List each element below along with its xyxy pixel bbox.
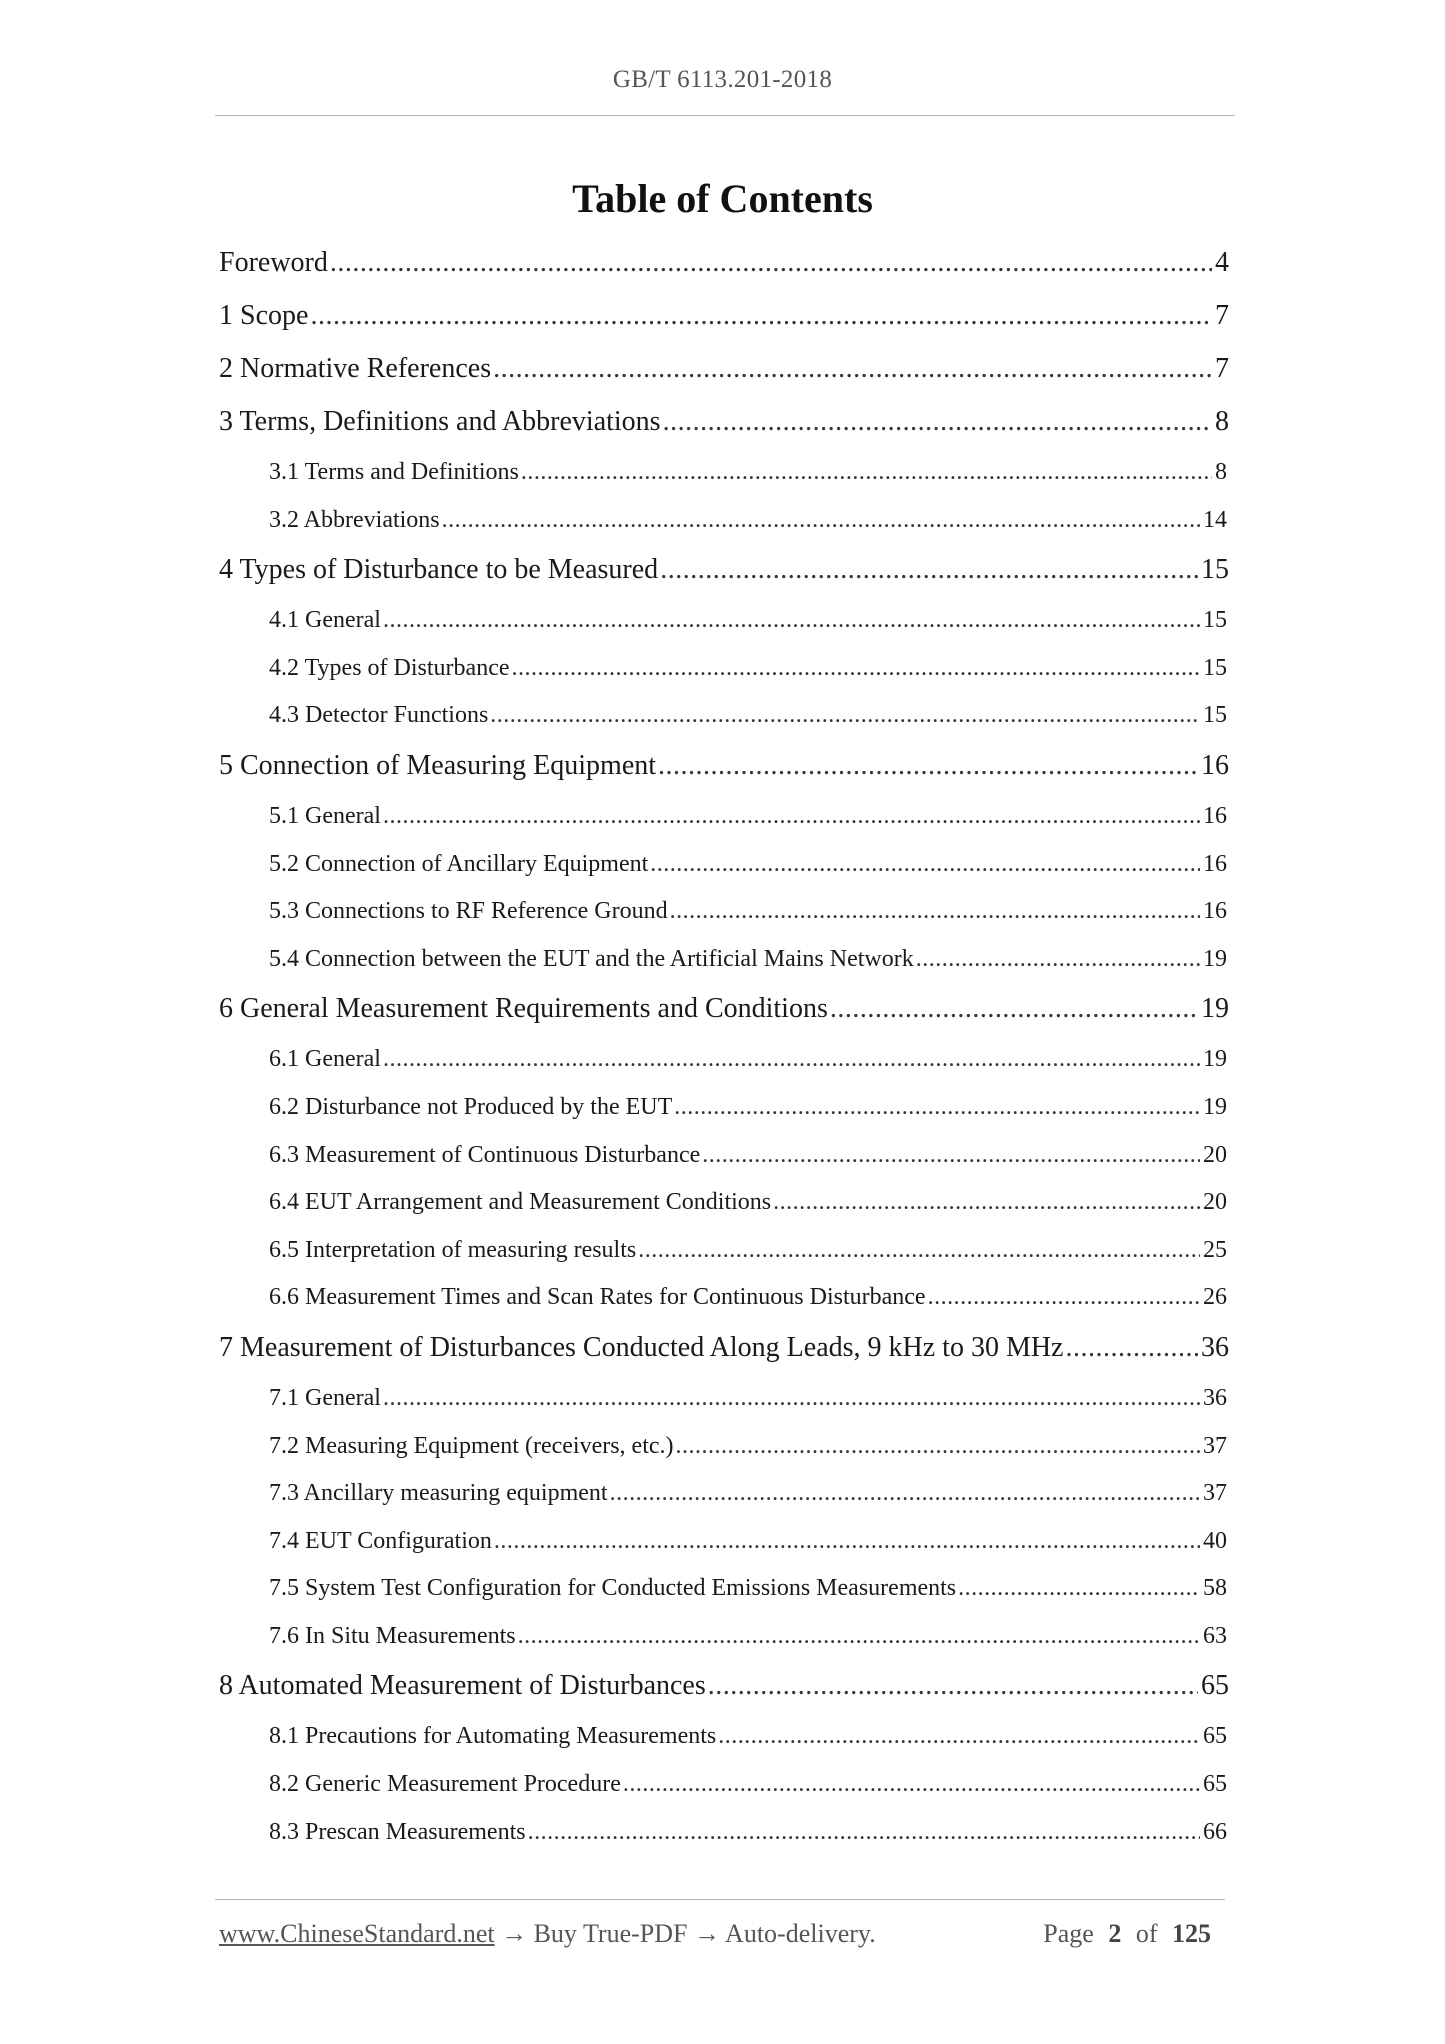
toc-dot-leader [442,507,1200,534]
toc-entry-label: 5.4 Connection between the EUT and the Artificial Mains Network [269,945,914,972]
toc-chapter-entry[interactable] [219,1670,1229,1723]
toc-entry-label: Foreword [219,247,328,278]
toc-section-entry[interactable] [219,1480,1229,1528]
toc-entry-label: 8.3 Prescan Measurements [269,1818,526,1845]
toc-entry-page-number: 19 [1203,945,1227,972]
toc-entry-label: 2 Normative References [219,353,492,384]
toc-chapter-entry[interactable] [219,750,1229,803]
toc-section-entry[interactable] [219,803,1229,851]
toc-entry-page-number: 20 [1203,1189,1227,1216]
toc-entry-label: 5.1 General [269,802,381,829]
toc-section-entry[interactable] [219,1142,1229,1190]
page-indicator [1043,1919,1219,1949]
toc-entry-page-number: 14 [1203,506,1227,533]
toc-dot-leader [830,993,1198,1025]
footer-promo [219,1919,876,1949]
toc-entry-page-number: 16 [1201,749,1229,781]
toc-entry-page-number: 16 [1203,898,1227,925]
toc-dot-leader [958,1575,1200,1602]
toc-dot-leader [518,1623,1200,1650]
toc-entry-page-number: 8 [1215,406,1229,437]
toc-entry-label: 3.2 Abbreviations [269,506,440,533]
toc-dot-leader [674,1094,1200,1121]
toc-chapter-entry[interactable] [219,300,1229,353]
toc-section-entry[interactable] [219,1623,1229,1671]
toc-section-entry[interactable] [219,898,1229,946]
toc-entry-page-number: 15 [1203,607,1227,634]
toc-section-entry[interactable] [219,1575,1229,1623]
toc-section-entry[interactable] [219,1046,1229,1094]
toc-chapter-entry[interactable] [219,993,1229,1046]
toc-dot-leader [708,1670,1198,1702]
page-label: Page [1043,1919,1094,1948]
toc-entry-page-number: 65 [1201,1670,1229,1702]
toc-section-entry[interactable] [219,459,1229,507]
current-page-number: 2 [1108,1919,1122,1948]
toc-section-entry[interactable] [219,946,1229,994]
toc-entry-page-number: 36 [1203,1384,1227,1411]
toc-entry-label: 1 Scope [219,300,309,331]
toc-section-entry[interactable] [219,507,1229,555]
toc-dot-leader [330,247,1212,279]
toc-entry-page-number: 15 [1201,554,1229,586]
toc-section-entry[interactable] [219,1771,1229,1819]
header-divider [215,115,1235,116]
toc-section-entry[interactable] [219,655,1229,703]
toc-entry-page-number: 36 [1201,1331,1229,1363]
toc-dot-leader [663,406,1212,438]
toc-dot-leader [383,607,1200,634]
toc-entry-label: 7.6 In Situ Measurements [269,1622,516,1649]
toc-entry-label: 6.5 Interpretation of measuring results [269,1236,637,1263]
toc-section-entry[interactable] [219,1094,1229,1142]
toc-chapter-entry[interactable] [219,247,1229,300]
toc-dot-leader [493,353,1212,385]
toc-entry-label: 8.1 Precautions for Automating Measurements [269,1723,717,1750]
toc-entry-label: 7.5 System Test Configuration for Conducted Emissions Measurements [269,1575,957,1602]
toc-section-entry[interactable] [219,1237,1229,1285]
document-header: GB/T 6113.201-2018 [612,66,833,93]
toc-section-entry[interactable] [219,1189,1229,1237]
toc-entry-label: 8 Automated Measurement of Disturbances [219,1670,706,1702]
toc-entry-label: 3.1 Terms and Definitions [269,459,519,485]
toc-section-entry[interactable] [219,1284,1229,1332]
toc-entry-label: 6.4 EUT Arrangement and Measurement Conditions [269,1189,772,1216]
toc-entry-page-number: 25 [1203,1236,1227,1263]
toc-dot-leader [490,702,1200,729]
toc-dot-leader [650,851,1200,878]
toc-entry-page-number: 65 [1203,1771,1227,1798]
toc-entry-page-number: 26 [1203,1284,1227,1311]
toc-dot-leader [383,1046,1200,1073]
toc-entry-page-number: 16 [1203,802,1227,829]
toc-entry-label: 6 General Measurement Requirements and Conditions [219,993,828,1025]
toc-dot-leader [521,459,1212,486]
toc-entry-page-number: 65 [1203,1723,1227,1750]
toc-chapter-entry[interactable] [219,353,1229,406]
toc-entry-page-number: 20 [1203,1141,1227,1168]
toc-dot-leader [528,1819,1200,1846]
toc-title: Table of Contents [572,176,873,221]
toc-dot-leader [383,803,1200,830]
toc-chapter-entry[interactable] [219,554,1229,607]
toc-dot-leader [1065,1332,1198,1364]
toc-dot-leader [494,1528,1200,1555]
site-link[interactable]: www.ChineseStandard.net [219,1919,495,1948]
toc-dot-leader [512,655,1201,682]
toc-entry-label: 5.2 Connection of Ancillary Equipment [269,850,649,877]
footer-divider [215,1899,1225,1900]
toc-dot-leader [638,1237,1200,1264]
toc-dot-leader [670,898,1200,925]
toc-entry-label: 4.3 Detector Functions [269,702,489,729]
toc-dot-leader [718,1723,1200,1750]
toc-entry-label: 3 Terms, Definitions and Abbreviations [219,406,661,437]
toc-chapter-entry[interactable] [219,406,1229,459]
toc-section-entry[interactable] [219,1385,1229,1433]
toc-entry-page-number: 40 [1203,1527,1227,1554]
toc-entry-page-number: 63 [1203,1622,1227,1649]
toc-entry-label: 7 Measurement of Disturbances Conducted Along Leads, 9 kHz to 30 MHz [219,1331,1064,1363]
of-label: of [1135,1919,1158,1948]
toc-entry-page-number: 7 [1215,300,1229,331]
toc-chapter-entry[interactable] [219,1332,1229,1385]
toc-entry-page-number: 58 [1203,1575,1227,1602]
toc-section-entry[interactable] [219,1528,1229,1576]
toc-entry-label: 4.2 Types of Disturbance [269,654,510,681]
toc-dot-leader [310,300,1212,332]
toc-entry-label: 7.3 Ancillary measuring equipment [269,1480,608,1507]
toc-entry-label: 5 Connection of Measuring Equipment [219,749,657,781]
toc-entry-label: 4.1 General [269,607,381,634]
toc-dot-leader [610,1480,1200,1507]
toc-entry-page-number: 19 [1203,1093,1227,1120]
toc-entry-page-number: 19 [1203,1046,1227,1073]
toc-section-entry[interactable] [219,1819,1229,1867]
toc-entry-label: 6.1 General [269,1046,381,1073]
toc-entry-page-number: 37 [1203,1432,1227,1459]
toc-section-entry[interactable] [219,702,1229,750]
toc-entry-label: 7.1 General [269,1384,381,1411]
toc-entry-page-number: 7 [1215,353,1229,384]
toc-entry-label: 7.4 EUT Configuration [269,1527,492,1554]
total-pages-number: 125 [1172,1919,1211,1948]
footer-promo-text: → Buy True-PDF → Auto-delivery. [494,1919,876,1948]
toc-section-entry[interactable] [219,1723,1229,1771]
toc-dot-leader [623,1771,1200,1798]
toc-entry-label: 6.6 Measurement Times and Scan Rates for Continuous Disturbance [269,1284,926,1311]
toc-dot-leader [660,554,1198,586]
toc-entry-label: 8.2 Generic Measurement Procedure [269,1771,621,1798]
toc-entry-page-number: 4 [1215,247,1229,278]
toc-list [219,247,1229,1866]
toc-entry-label: 5.3 Connections to RF Reference Ground [269,898,668,925]
toc-entry-page-number: 19 [1201,993,1229,1025]
toc-dot-leader [702,1142,1200,1169]
toc-entry-page-number: 16 [1203,850,1227,877]
toc-entry-label: 6.2 Disturbance not Produced by the EUT [269,1093,673,1120]
toc-section-entry[interactable] [219,851,1229,899]
toc-entry-page-number: 66 [1203,1818,1227,1845]
toc-dot-leader [676,1433,1200,1460]
toc-entry-page-number: 15 [1203,654,1227,681]
toc-entry-label: 7.2 Measuring Equipment (receivers, etc.) [269,1432,674,1459]
toc-entry-label: 4 Types of Disturbance to be Measured [219,554,659,586]
toc-dot-leader [928,1284,1200,1311]
toc-entry-label: 6.3 Measurement of Continuous Disturbance [269,1141,701,1168]
toc-dot-leader [658,750,1198,782]
toc-entry-page-number: 8 [1215,459,1227,485]
toc-dot-leader [773,1189,1200,1216]
toc-entry-page-number: 15 [1203,702,1227,729]
toc-entry-page-number: 37 [1203,1480,1227,1507]
toc-section-entry[interactable] [219,1433,1229,1481]
toc-dot-leader [916,946,1200,973]
toc-dot-leader [383,1385,1200,1412]
toc-section-entry[interactable] [219,607,1229,655]
